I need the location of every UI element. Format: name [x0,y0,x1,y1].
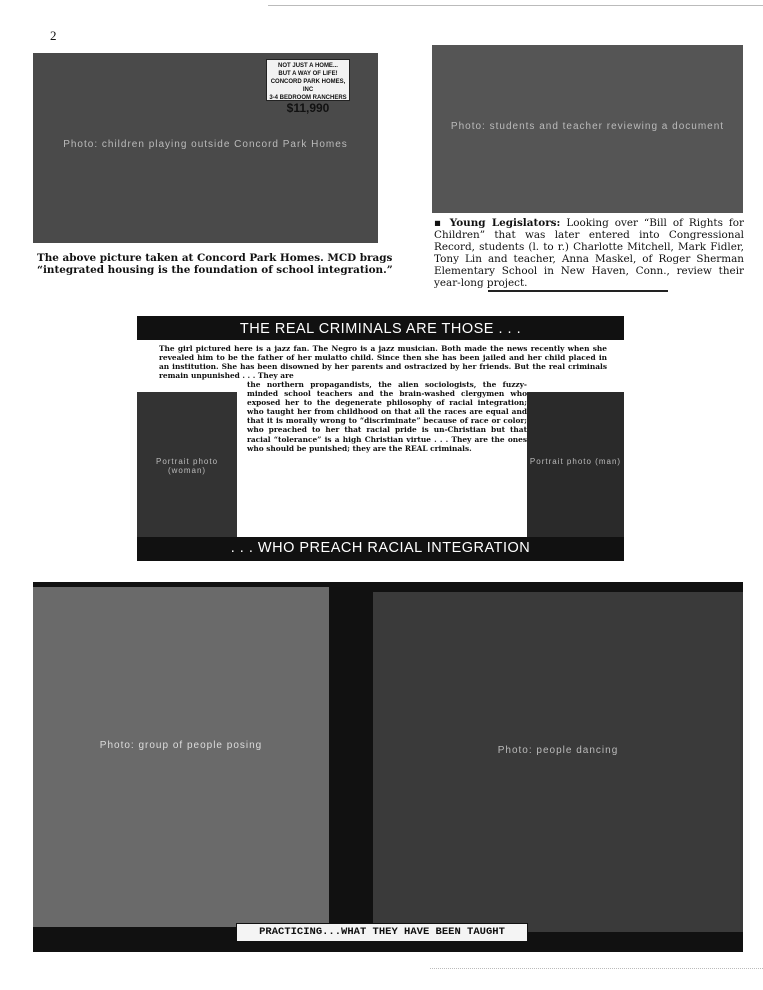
bottom-caption: PRACTICING...WHAT THEY HAVE BEEN TAUGHT [236,923,528,942]
sign-line: BUT A WAY OF LIFE! [278,71,338,77]
panel-heading: THE REAL CRIMINALS ARE THOSE . . . [239,321,522,337]
caption-lead: Young Legislators: [449,217,561,229]
panel-footer: . . . WHO PREACH RACIAL INTEGRATION [230,540,531,556]
panel-body-text: the northern propagandists, the alien sociologists, the fuzzy-minded school teachers and the brain-washed clergymen who exposed her to the degenerate philosophy of racial integration; who taught her from childhood on that all the races are equal and that it is morally wrong to “discriminate” because of race or color; who preached to her that racial pride is un-Christian but that racial “tolerance” is a high Christian virtue . . . They are the ones who should be punished; they are the REAL criminals. [247,380,527,453]
bottom-composite-photo [33,582,743,952]
portrait-left [137,392,237,537]
concord-park-photo [33,53,378,243]
real-criminals-panel [137,316,624,561]
bullet-icon: ▪ [434,217,450,229]
sign-line: 3-4 BEDROOM RANCHERS [269,95,347,101]
page-number: 2 [50,28,57,43]
housing-sign [266,59,350,115]
top-rule [268,5,763,6]
concord-park-caption: The above picture taken at Concord Park Homes. MCD brags “integrated housing is the foundation of school integration.” [37,252,393,276]
photo-alt: Photo: people dancing [497,745,619,756]
sign-line: CONCORD PARK HOMES, INC [270,79,346,93]
bottom-rule [430,968,763,970]
young-legislators-caption [434,217,744,289]
sign-line: NOT JUST A HOME... [278,63,338,69]
divider [488,290,668,292]
portrait-right [527,392,624,537]
photo-alt: Portrait photo (woman) [155,457,219,476]
panel-intro: The girl pictured here is a jazz fan. The Negro is a jazz musician. Both made the news recently when she revealed him to be the father of her mulatto child. Since then she has been jailed and her child placed in an institution. She has been disowned by her parents and ostracized by her friends. But the real criminals remain unpunished . . . They are [159,344,607,381]
bottom-left-photo [33,587,329,927]
photo-alt: Photo: group of people posing [99,740,263,751]
sign-price: $11,990 [286,101,330,115]
photo-alt: Portrait photo (man) [529,457,622,467]
photo-alt: Photo: children playing outside Concord Park Homes [63,138,348,150]
caption-body: Looking over “Bill of Rights for Children” that was later entered into Congressional Record, students (l. to r.) Charlotte Mitchell, Mark Fidler, Tony Lin and teacher, Anna Maskel, of Roger Sherman Elementary School in New Haven, Conn., review their year-long project. [434,217,744,289]
young-legislators-photo [432,45,743,213]
panel-body [137,340,624,537]
bottom-right-photo [373,592,743,932]
photo-alt: Photo: students and teacher reviewing a document [450,120,725,132]
